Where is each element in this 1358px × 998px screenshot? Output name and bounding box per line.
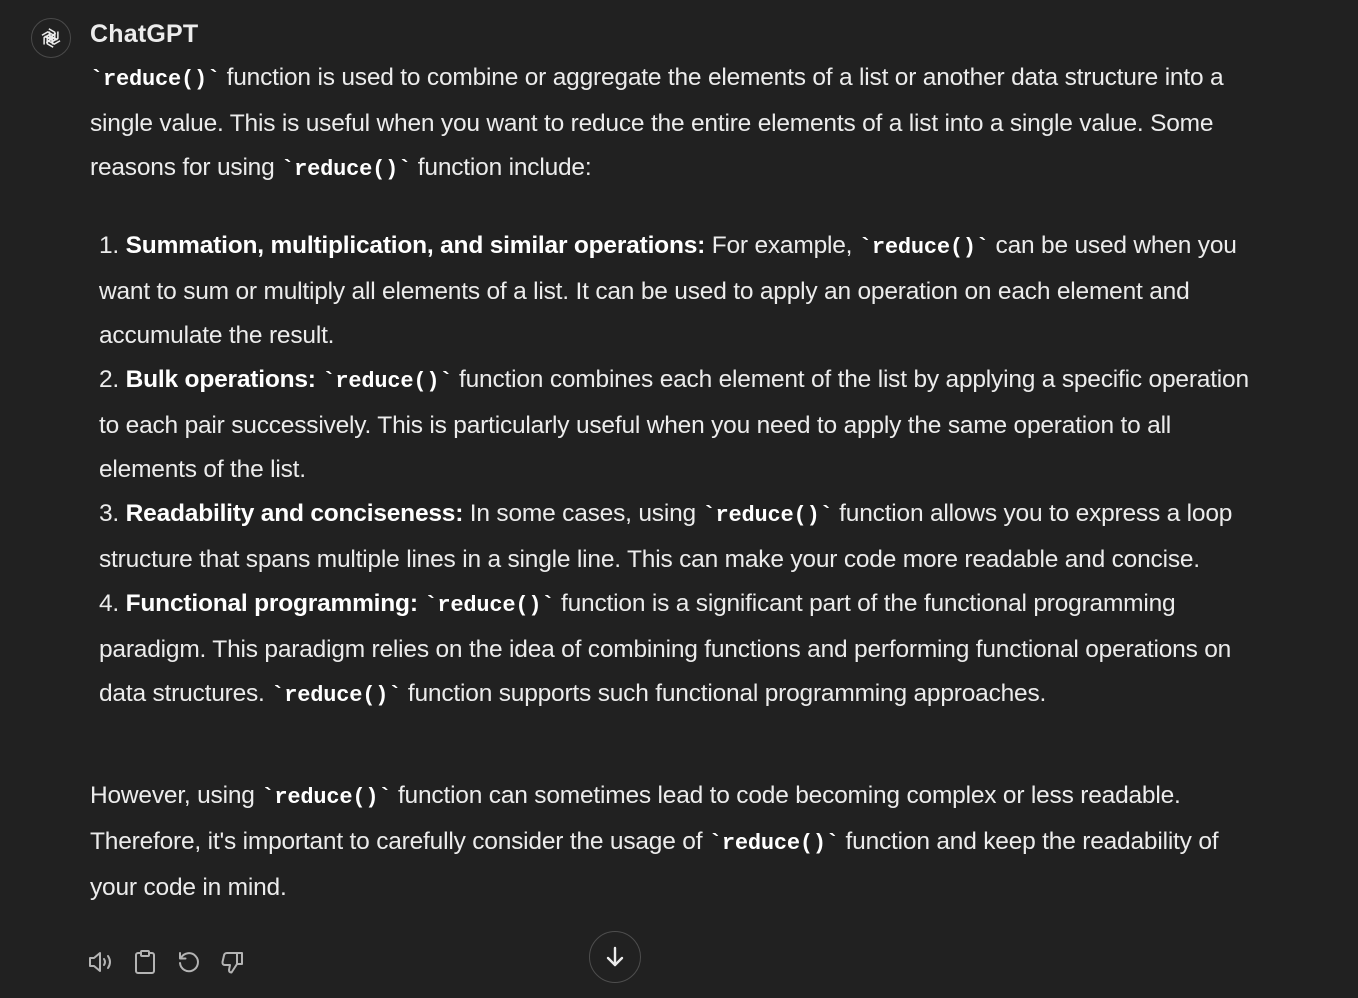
intro-paragraph: `reduce()` function is used to combine or aggregate the elements of a list or another data structure into a single value. This is useful when you want to reduce the entire elements of a list into a single value. Some reasons for using `reduce()` function include:	[90, 64, 1224, 182]
avatar	[31, 18, 71, 58]
regenerate-icon	[176, 949, 202, 975]
inline-code: `reduce()`	[708, 831, 839, 856]
list-item-title: Functional programming:	[125, 590, 418, 617]
thumbs-down-icon	[220, 949, 246, 975]
arrow-down-icon	[603, 945, 627, 969]
copy-button[interactable]	[130, 944, 160, 980]
scroll-down-button[interactable]	[589, 931, 641, 983]
list-number: 1.	[99, 232, 120, 259]
speaker-icon	[87, 949, 115, 975]
message-actions	[86, 944, 248, 980]
thumbs-down-button[interactable]	[218, 944, 248, 980]
clipboard-icon	[133, 949, 157, 975]
list-item: 2. Bulk operations: `reduce()` function combines each element of the list by applying a specific operation to each pair successively. This is particularly useful when you need to apply the same operation to all elements of the list.	[99, 366, 1249, 483]
regenerate-button[interactable]	[174, 944, 204, 980]
inline-code: `reduce()`	[858, 235, 989, 260]
list-number: 2.	[99, 366, 120, 393]
inline-code: `reduce()`	[424, 593, 555, 618]
list-item-title: Readability and conciseness:	[125, 500, 464, 527]
list-item: 1. Summation, multiplication, and similar operations: For example, `reduce()` can be used when you want to sum or multiply all elements of a list. It can be used to apply an operation on each element and accumulate the result.	[99, 232, 1237, 349]
reasons-list	[90, 224, 1250, 718]
list-number: 4.	[99, 590, 120, 617]
inline-code: `reduce()`	[271, 683, 402, 708]
list-item: 3. Readability and conciseness: In some cases, using `reduce()` function allows you to express a loop structure that spans multiple lines in a single line. This can make your code more readable and concise.	[99, 500, 1233, 573]
list-number: 3.	[99, 500, 120, 527]
list-item-title: Bulk operations:	[125, 366, 316, 393]
outro-paragraph: However, using `reduce()` function can sometimes lead to code becoming complex or less readable. Therefore, it's important to carefully consider the usage of `reduce()` function and keep the readability of your code in mind.	[90, 782, 1219, 901]
openai-logo-icon	[38, 25, 64, 51]
inline-code: `reduce()`	[281, 157, 412, 182]
message-content	[90, 56, 1250, 910]
list-item: 4. Functional programming: `reduce()` function is a significant part of the functional programming paradigm. This paradigm relies on the idea of combining functions and performing functional operations on data structures. `reduce()` function supports such functional programming approaches.	[99, 590, 1232, 708]
inline-code: `reduce()`	[322, 369, 453, 394]
inline-code: `reduce()`	[702, 503, 833, 528]
inline-code: `reduce()`	[90, 67, 221, 92]
message-author: ChatGPT	[90, 20, 199, 48]
list-item-title: Summation, multiplication, and similar operations:	[125, 232, 706, 259]
inline-code: `reduce()`	[261, 785, 392, 810]
read-aloud-button[interactable]	[86, 944, 116, 980]
